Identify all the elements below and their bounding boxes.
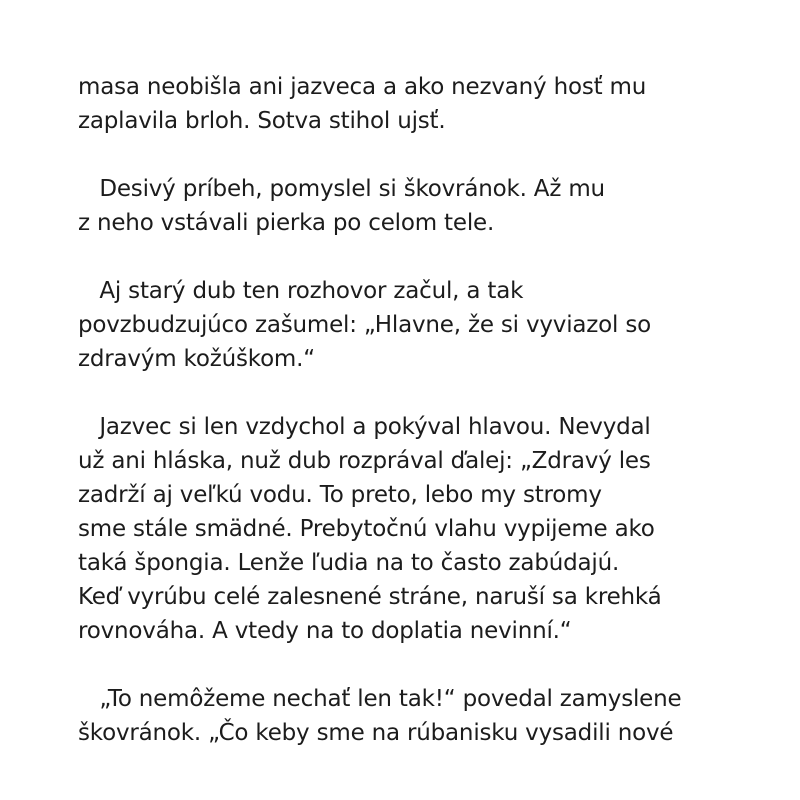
paragraph — [78, 682, 778, 750]
paragraph — [78, 410, 778, 648]
text-line: sme stále smädné. Prebytočnú vlahu vypijeme ako — [78, 516, 655, 542]
text-line: taká špongia. Lenže ľudia na to často zabúdajú. — [78, 550, 620, 576]
text-line: povzbudzujúco zašumel: „Hlavne, že si vyviazol so — [78, 312, 651, 338]
text-line: škovránok. „Čo keby sme na rúbanisku vysadili nové — [78, 720, 674, 746]
page-text — [78, 70, 778, 784]
text-line: Aj starý dub ten rozhovor začul, a tak — [78, 278, 524, 304]
text-line: masa neobišla ani jazveca a ako nezvaný hosť mu — [78, 74, 647, 100]
text-line: zdravým kožúškom.“ — [78, 346, 315, 372]
text-line: z neho vstávali pierka po celom tele. — [78, 210, 495, 236]
text-line: Desivý príbeh, pomyslel si škovránok. Až mu — [78, 176, 605, 202]
text-line: Keď vyrúbu celé zalesnené stráne, naruší sa krehká — [78, 584, 662, 610]
paragraph — [78, 172, 778, 240]
text-line: zaplavila brloh. Sotva stihol ujsť. — [78, 108, 446, 134]
text-line: už ani hláska, nuž dub rozprával ďalej: „Zdravý les — [78, 448, 651, 474]
text-line: rovnováha. A vtedy na to doplatia nevinní.“ — [78, 618, 572, 644]
paragraph — [78, 70, 778, 138]
text-line: zadrží aj veľkú vodu. To preto, lebo my stromy — [78, 482, 602, 508]
paragraph — [78, 274, 778, 376]
text-line: „To nemôžeme nechať len tak!“ povedal zamyslene — [78, 686, 682, 712]
text-line: Jazvec si len vzdychol a pokýval hlavou. Nevydal — [78, 414, 651, 440]
